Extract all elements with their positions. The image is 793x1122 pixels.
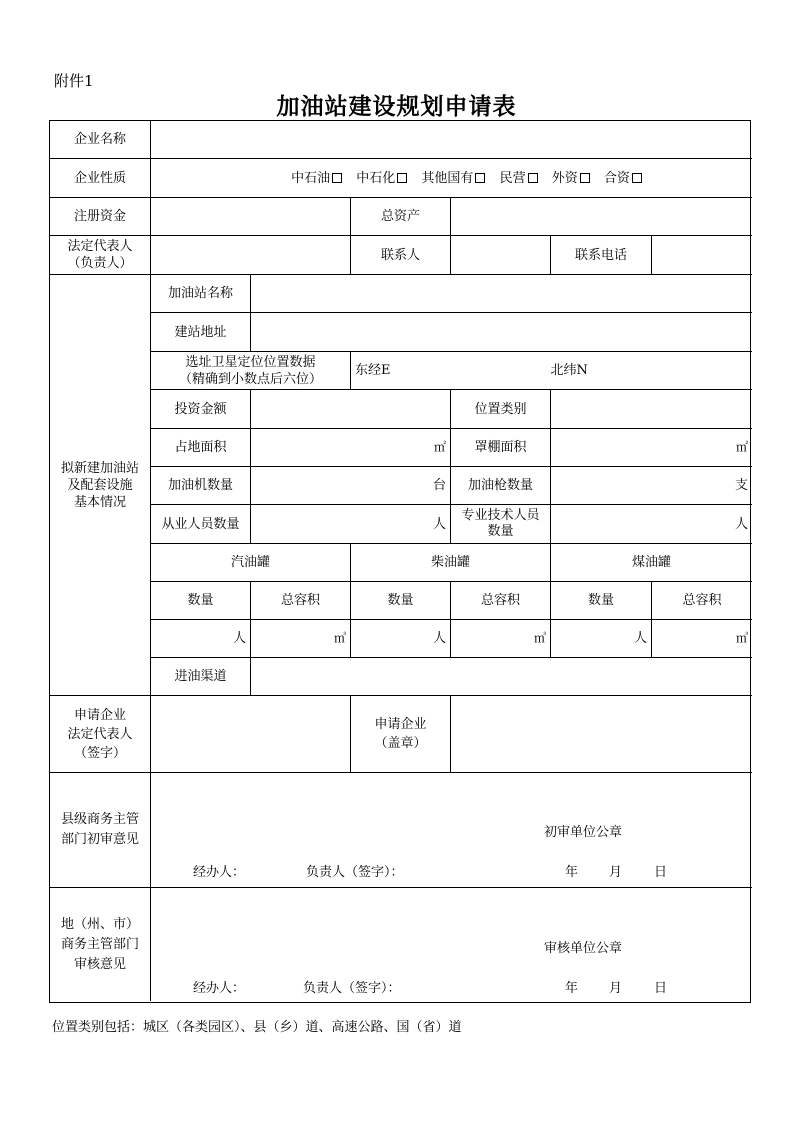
kerosene-qty-field[interactable]: 人 [551, 620, 652, 658]
dispenser-count-label: 加油机数量 [151, 467, 251, 505]
option-foreign[interactable]: 外资 [552, 171, 600, 186]
dispenser-unit: 台 [432, 478, 446, 493]
gasoline-qty-header: 数量 [151, 582, 251, 620]
company-name-label: 企业名称 [50, 121, 151, 159]
checkbox-icon[interactable] [475, 173, 485, 183]
total-assets-field[interactable] [451, 198, 752, 236]
nozzle-count-label: 加油枪数量 [451, 467, 551, 505]
station-address-label: 建站地址 [151, 313, 251, 352]
investment-label: 投资金额 [151, 390, 251, 429]
form-title: 加油站建设规划申请表 [276, 93, 517, 120]
attachment-label: 附件1 [54, 72, 94, 90]
tech-staff-field[interactable] [551, 505, 752, 544]
prefecture-month-label: 月 [609, 981, 623, 996]
land-area-field[interactable] [251, 429, 451, 467]
company-type-options [151, 159, 752, 198]
option-joint[interactable]: 合资 [604, 171, 652, 186]
diesel-qty-header: 数量 [351, 582, 451, 620]
diesel-tank-header: 柴油罐 [351, 544, 551, 582]
kerosene-vol-field[interactable]: ㎥ [652, 620, 752, 658]
legal-sign-label: 申请企业 法定代表人 （签字） [50, 696, 151, 773]
kerosene-tank-header: 煤油罐 [551, 544, 752, 582]
longitude-label: 东经E [355, 363, 391, 378]
option-private[interactable]: 民营 [500, 171, 548, 186]
gasoline-vol-header: 总容积 [251, 582, 351, 620]
kerosene-qty-header: 数量 [551, 582, 652, 620]
county-review-label: 县级商务主管 部门初审意见 [50, 773, 151, 888]
legal-sign-field[interactable] [151, 696, 351, 773]
total-assets-label: 总资产 [351, 198, 451, 236]
checkbox-icon[interactable] [332, 173, 342, 183]
gps-label: 选址卫星定位位置数据 （精确到小数点后六位） [151, 352, 351, 390]
company-seal-label: 申请企业 （盖章） [351, 696, 451, 773]
gasoline-tank-header: 汽油罐 [151, 544, 351, 582]
location-type-field[interactable] [551, 390, 752, 429]
checkbox-icon[interactable] [528, 173, 538, 183]
county-month-label: 月 [609, 865, 623, 880]
tech-unit: 人 [734, 516, 748, 532]
nozzle-unit: 支 [734, 478, 748, 493]
application-form-table [49, 120, 751, 1003]
staff-unit: 人 [432, 516, 446, 532]
county-day-label: 日 [654, 865, 668, 880]
prefecture-day-label: 日 [654, 981, 668, 996]
prefecture-seal-text: 审核单位公章 [544, 941, 623, 956]
company-name-field[interactable] [151, 121, 752, 159]
contact-person-field[interactable] [451, 236, 551, 275]
contact-phone-field[interactable] [652, 236, 752, 275]
prefecture-handler-label: 经办人： [193, 981, 246, 996]
gasoline-vol-field[interactable]: ㎥ [251, 620, 351, 658]
legal-rep-field[interactable] [151, 236, 351, 275]
registered-capital-field[interactable] [151, 198, 351, 236]
option-other-state[interactable]: 其他国有 [421, 171, 495, 186]
legal-rep-label: 法定代表人 （负责人） [50, 236, 151, 275]
option-sinopec[interactable]: 中石化 [356, 171, 417, 186]
tech-staff-label: 专业技术人员 数量 [451, 505, 551, 544]
station-address-field[interactable] [251, 313, 752, 352]
county-responsible-label: 负责人（签字）： [306, 865, 404, 880]
area-unit: ㎡ [433, 440, 446, 454]
investment-field[interactable] [251, 390, 451, 429]
supply-channel-field[interactable] [251, 658, 752, 696]
checkbox-icon[interactable] [397, 173, 407, 183]
prefecture-review-label: 地（州、市） 商务主管部门 审核意见 [50, 888, 151, 1001]
dispenser-count-field[interactable] [251, 467, 451, 505]
diesel-vol-field[interactable]: ㎥ [451, 620, 551, 658]
company-seal-field[interactable] [451, 696, 752, 773]
gps-field[interactable] [351, 352, 752, 390]
county-year-label: 年 [565, 865, 579, 880]
station-name-field[interactable] [251, 275, 752, 313]
prefecture-year-label: 年 [565, 981, 579, 996]
option-cnpc[interactable]: 中石油 [291, 171, 352, 186]
contact-person-label: 联系人 [351, 236, 451, 275]
new-station-section-label: 拟新建加油站 及配套设施 基本情况 [50, 275, 151, 696]
land-area-label: 占地面积 [151, 429, 251, 467]
supply-channel-label: 进油渠道 [151, 658, 251, 696]
checkbox-icon[interactable] [632, 173, 642, 183]
latitude-label: 北纬N [550, 363, 588, 378]
gasoline-qty-field[interactable]: 人 [151, 620, 251, 658]
registered-capital-label: 注册资金 [50, 198, 151, 236]
contact-phone-label: 联系电话 [551, 236, 652, 275]
county-handler-label: 经办人： [193, 865, 246, 880]
checkbox-icon[interactable] [580, 173, 590, 183]
station-name-label: 加油站名称 [151, 275, 251, 313]
footnote: 位置类别包括：城区（各类园区）、县（乡）道、高速公路、国（省）道 [52, 1020, 462, 1035]
staff-count-field[interactable] [251, 505, 451, 544]
prefecture-responsible-label: 负责人（签字）： [303, 981, 401, 996]
area-unit: ㎡ [735, 440, 748, 454]
location-type-label: 位置类别 [451, 390, 551, 429]
canopy-area-label: 罩棚面积 [451, 429, 551, 467]
diesel-qty-field[interactable]: 人 [351, 620, 451, 658]
county-seal-text: 初审单位公章 [544, 825, 623, 840]
nozzle-count-field[interactable] [551, 467, 752, 505]
kerosene-vol-header: 总容积 [652, 582, 752, 620]
canopy-area-field[interactable] [551, 429, 752, 467]
company-type-label: 企业性质 [50, 159, 151, 198]
staff-count-label: 从业人员数量 [151, 505, 251, 544]
diesel-vol-header: 总容积 [451, 582, 551, 620]
